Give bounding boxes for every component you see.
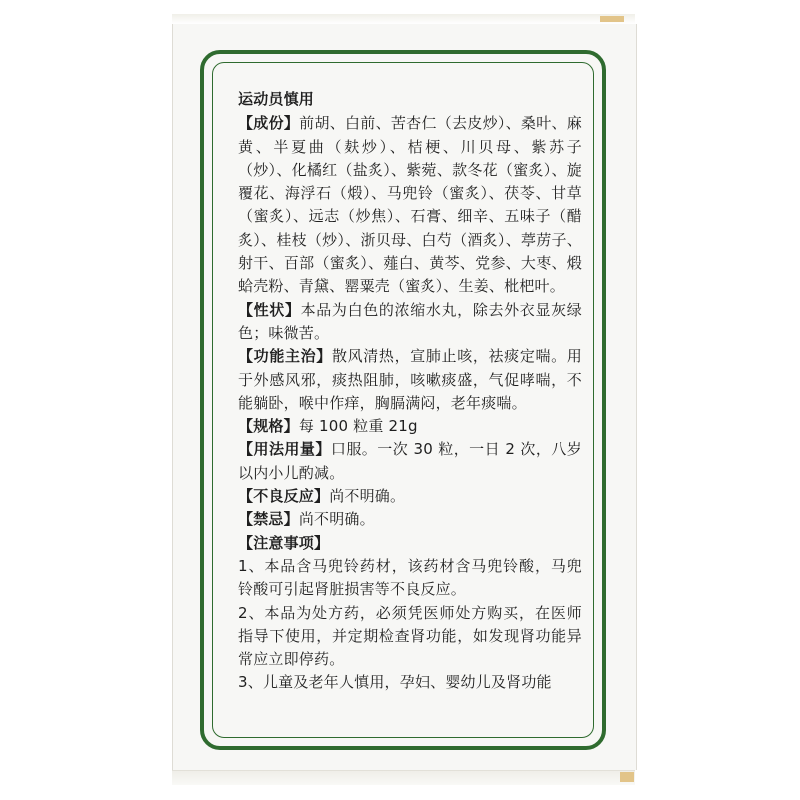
precautions-label: 【注意事项】	[238, 533, 330, 552]
box-top-accent	[600, 16, 624, 22]
description-text: 本品为白色的浓缩水丸，除去外衣显灰绿色；味微苦。	[238, 300, 582, 342]
description-section	[238, 299, 582, 346]
adverse-reactions-section	[238, 485, 582, 508]
specification-section	[238, 415, 582, 438]
contraindications-label: 【禁忌】	[238, 510, 299, 529]
indications-label: 【功能主治】	[238, 347, 332, 366]
specification-text: 每 100 粒重 21g	[298, 417, 418, 436]
dosage-text: 口服。一次 30 粒，一日 2 次，八岁以内小儿酌减。	[238, 440, 582, 482]
precaution-item: 2、本品为处方药，必须凭医师处方购买，在医师指导下使用，并定期检查肾功能，如发现肾功能异常应立即停药。	[238, 603, 582, 669]
ingredients-text: 前胡、白前、苦杏仁（去皮炒）、桑叶、麻黄、半夏曲（麸炒）、桔梗、川贝母、紫苏子（炒）、化橘红（盐炙）、紫菀、款冬花（蜜炙）、旋覆花、海浮石（煅）、马兜铃（蜜炙）、茯苓、甘草（蜜炙）、远志（炒焦）、石膏、细辛、五味子（醋炙）、桂枝（炒）、浙贝母、白芍（酒炙）、葶苈子、射干、百部（蜜炙）、薤白、黄芩、党参、大枣、煅蛤壳粉、青黛、罂粟壳（蜜炙）、生姜、枇杷叶。	[238, 114, 582, 296]
dosage-label: 【用法用量】	[238, 440, 331, 459]
package-insert-text	[238, 88, 582, 734]
box-bottom-accent	[620, 772, 634, 782]
ingredients-label: 【成份】	[238, 114, 300, 133]
adverse-reactions-text: 尚不明确。	[329, 487, 406, 506]
adverse-reactions-label: 【不良反应】	[238, 487, 330, 506]
box-bottom-flap	[172, 770, 635, 785]
contraindications-text: 尚不明确。	[298, 510, 375, 529]
precaution-item: 3、儿童及老年人慎用，孕妇、婴幼儿及肾功能	[238, 673, 552, 692]
ingredients-section	[238, 112, 582, 298]
dosage-section	[238, 438, 582, 485]
specification-label: 【规格】	[238, 417, 299, 436]
indications-section	[238, 345, 582, 415]
description-label: 【性状】	[238, 300, 301, 319]
precaution-item: 1、本品含马兜铃药材，该药材含马兜铃酸，马兜铃酸可引起肾脏损害等不良反应。	[238, 556, 582, 599]
indications-text: 散风清热，宣肺止咳，祛痰定喘。用于外感风邪，痰热阻肺，咳嗽痰盛，气促哮喘，不能躺卧，喉中作痒，胸膈满闷，老年痰喘。	[238, 347, 582, 412]
athlete-warning: 运动员慎用	[238, 90, 315, 108]
contraindications-section	[238, 508, 582, 531]
